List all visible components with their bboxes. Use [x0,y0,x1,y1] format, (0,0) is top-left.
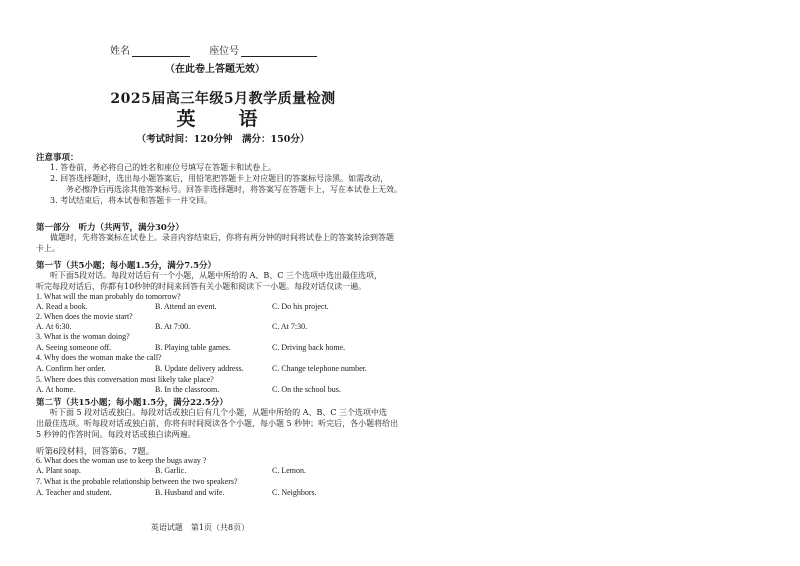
candidate-info-line [110,42,317,57]
option-a: A. At home. [36,385,76,394]
exam-time: （考试时间：120分钟 满分：150分） [136,134,310,145]
section1-desc: 听下面5段对话。每段对话后有一个小题，从题中所给的 A、B、C 三个选项中选出最佳选项， [50,271,382,280]
seat-blank [241,56,317,57]
name-blank [132,56,190,57]
option-a: A. Teacher and student. [36,488,112,497]
page-footer: 英语试题 第1页（共8页） [150,523,250,532]
notice-item: 1. 答卷前，务必将自己的姓名和座位号填写在答题卡和试卷上。 [50,163,277,172]
option-c: C. Driving back home. [272,343,346,352]
question-stem: 7. What is the probable relationship between the two speakers? [36,477,238,486]
option-b: B. Playing table games. [155,343,231,352]
option-c: C. At 7:30. [272,322,308,331]
notice-item: 2. 回答选择题时，选出每小题答案后，用铅笔把答题卡上对应题目的答案标号涂黑。如需改动， [50,174,389,183]
part1-title: 第一部分 听力（共两节，满分30分） [36,223,184,233]
section2-title: 第二节（共15小题；每小题1.5分，满分22.5分） [36,398,228,408]
option-c: C. Do his project. [272,302,329,311]
notice-item: 务必擦净后再选涂其他答案标号。回答非选择题时，将答案写在答题卡上，写在本试卷上无效。 [66,185,402,194]
part1-desc: 卡上。 [36,244,60,253]
notice-heading: 注意事项： [36,153,79,163]
question-stem: 5. Where does this conversation most likely take place? [36,375,214,384]
option-a: A. Plant soap. [36,466,81,475]
option-b: B. At 7:00. [155,322,191,331]
option-a: A. At 6:30. [36,322,72,331]
question-stem: 3. What is the woman doing? [36,332,130,341]
section2-desc: 出最佳选项。听每段对话或独白前，你将有时间阅读各个小题，每小题 5 秒钟；听完后，各小题将给出 [36,419,399,428]
option-b: B. Husband and wife. [155,488,225,497]
question-stem: 2. When does the movie start? [36,312,133,321]
seat-label: 座位号 [209,46,240,57]
no-answer-note: （在此卷上答题无效） [165,64,265,75]
option-b: B. Update delivery address. [155,364,244,373]
section1-title: 第一节（共5小题；每小题1.5分，满分7.5分） [36,261,216,271]
option-b: B. Attend an event. [155,302,217,311]
option-a: A. Seeing someone off. [36,343,112,352]
notice-item: 3. 考试结束后，将本试卷和答题卡一并交回。 [50,196,213,205]
listening-material-note: 听第6段材料，回答第6、7题。 [36,447,155,457]
question-stem: 6. What does the woman use to keep the bugs away ? [36,456,207,465]
subject-title: 英 语 [176,108,270,130]
option-c: C. Change telephone number. [272,364,367,373]
part1-desc: 做题时，先将答案标在试卷上。录音内容结束后，你将有两分钟的时间将试卷上的答案转涂到答题 [50,233,394,242]
option-c: C. On the school bus. [272,385,341,394]
question-stem: 4. Why does the woman make the call? [36,353,162,362]
name-label: 姓名 [110,46,130,57]
question-stem: 1. What will the man probably do tomorrow? [36,292,181,301]
option-a: A. Confirm her order. [36,364,106,373]
option-c: C. Lemon. [272,466,306,475]
option-b: B. Garlic. [155,466,187,475]
option-a: A. Read a book. [36,302,88,311]
section1-desc: 听完每段对话后，你都有10秒钟的时间来回答有关小题和阅读下一小题。每段对话仅读一遍。 [36,282,367,291]
section2-desc: 5 秒钟的作答时间。每段对话或独白读两遍。 [36,430,196,439]
option-c: C. Neighbors. [272,488,317,497]
section2-desc: 听下面 5 段对话或独白。每段对话或独白后有几个小题，从题中所给的 A、B、C 三个选项中选 [50,408,388,417]
option-b: B. In the classroom. [155,385,220,394]
exam-title: 2025届高三年级5月教学质量检测 [110,91,336,107]
